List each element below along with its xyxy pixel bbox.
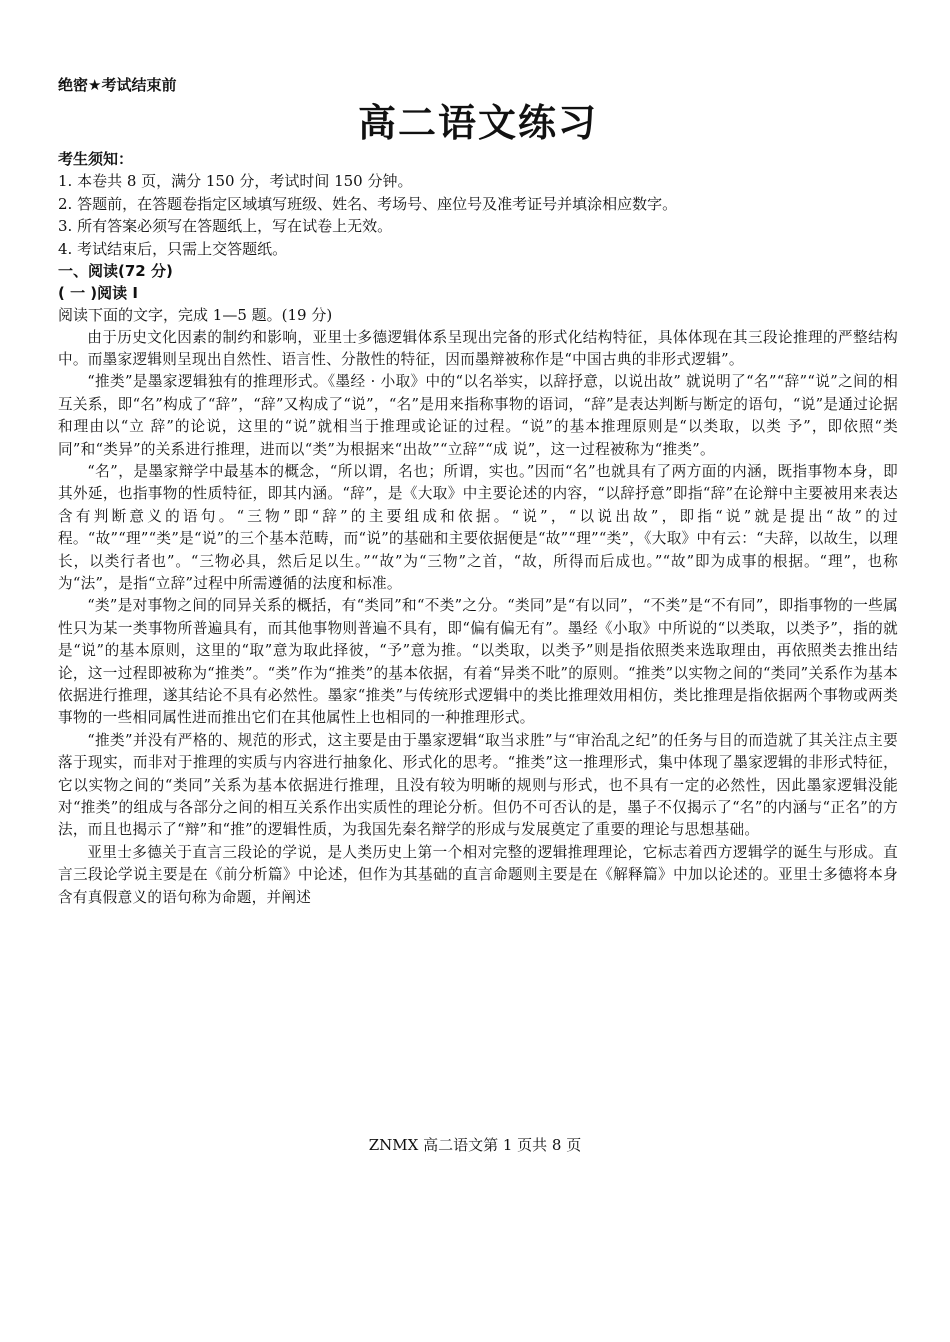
notice-item: 4. 考试结束后，只需上交答题纸。 — [58, 239, 288, 258]
secrecy-label: 绝密★考试结束前 — [58, 76, 177, 94]
reading-passage — [58, 327, 898, 910]
section-heading: 一、阅读(72 分) — [58, 262, 173, 280]
exam-page — [58, 74, 898, 909]
question-instruction: 阅读下面的文字，完成 1—5 题。(19 分) — [58, 306, 333, 324]
notice-item: 3. 所有答案必须写在答题纸上，写在试卷上无效。 — [58, 217, 393, 235]
passage-paragraph: “类”是对事物之间的同异关系的概括，有“类同”和“不类”之分。“类同”是“有以同”，“不类”是“不有同”，即指事物的一些属性只为某一类事物所普遍具有，而其他事物则普遍不具有，即“偏有偏无有”。墨经《小取》中所说的“以类取，以类予”，指的就是“说”的基本原则，这里的“取”意为取此择彼，“予”意为推。“以类取，以类予”则是指依照类来选取理由，再依照类去推出结论，这一过程即被称为“推类”。“类”作为“推类”的基本依据，有着“异类不吡”的原则。“推类”以实物之间的“类同”关系作为基本依据进行推理，遂其结论不具有必然性。墨家“推类”与传统形式逻辑中的类比推理效用相仿，类比推理是指依据两个事物或两类事物的一些相同属性进而推出它们在其他属性上也相同的一种推理形式。 — [58, 597, 898, 727]
passage-paragraph: “推类”并没有严格的、规范的形式，这主要是由于墨家逻辑“取当求胜”与“审治乱之纪”的任务与目的而造就了其关注点主要落于现实，而非对于推理的实质与内容进行抽象化、形式化的思考。“推类”这一推理形式，集中体现了墨家逻辑的非形式特征，它以实物之间的“类同”关系为基本依据进行推理，且没有较为明晰的规则与形式，也不具有一定的必然性，因此墨家逻辑没能对“推类”的组成与各部分之间的相互关系作出实质性的理论分析。但仍不可否认的是，墨子不仅揭示了“名”的内涵与“正名”的方法，而且也揭示了“辩”和“推”的逻辑性质，为我国先秦名辩学的形成与发展奠定了重要的理论与思想基础。 — [58, 731, 899, 839]
passage-paragraph: “名”，是墨家辩学中最基本的概念，“所以谓，名也；所谓，实也。”因而“名”也就具有了两方面的内涵，既指事物本身，即其外延，也指事物的性质特征，即其内涵。“辞”，是《大取》中主要论述的内容，“以辞抒意”即指“辞”在论辩中主要被用来表达含有判断意义的语句。“三物”即“辞”的主要组成和依据。“说”，“以说出故”，即指“说”就是提出“故”的过程。“故”“理”“类”是“说”的三个基本范畴，而“说”的基础和主要依据便是“故”“理”“类”，《大取》中有云：“夫辞，以故生，以理长，以类行者也”。“三物必具，然后足以生。”“故”为“三物”之首，“故，所得而后成也。”“故”即为成事的根据。“理”，也称为“法”，是指“立辞”过程中所需遵循的法度和标准。 — [58, 462, 899, 592]
page-title: 高二语文练习 — [357, 101, 598, 145]
page-footer: ZNMX 高二语文第 1 页共 8 页 — [368, 1136, 582, 1154]
passage-paragraph: “推类”是墨家逻辑独有的推理形式。《墨经 · 小取》中的“以名举实，以辞抒意，以说出故” 就说明了“名”“辞”“说”之间的相互关系，即“名”构成了“辞”，“辞”又构成了“说”，“名”是用来指称事物的语词，“辞”是表达判断与断定的语句，“说”是通过论据和理由以“立 辞”的论说，这里的“说”就相当于推理或论证的过程。“说”的基本推理原则是“以类取，以类 予”，即依照“类同”和“类异”的关系进行推理，进而以“类”为根据来“出故”“立辞”“成 说”，这一过程被称为“推类”。 — [58, 373, 898, 458]
notice-item: 1. 本卷共 8 页，满分 150 分，考试时间 150 分钟。 — [58, 172, 413, 190]
notice-heading: 考生须知： — [58, 150, 134, 168]
section-subheading: ( 一 )阅读 I — [58, 284, 138, 302]
notice-block — [58, 148, 898, 260]
passage-paragraph: 亚里士多德关于直言三段论的学说，是人类历史上第一个相对完整的逻辑推理理论，它标志着西方逻辑学的诞生与形成。直言三段论学说主要是在《前分析篇》中论述，但作为其基础的直言命题则主要是在《解释篇》中加以论述的。亚里士多德将本身含有真假意义的语句称为命题，并阐述 — [58, 843, 898, 906]
passage-paragraph: 由于历史文化因素的制约和影响，亚里士多德逻辑体系呈现出完备的形式化结构特征，具体体现在其三段论推理的严整结构中。而墨家逻辑则呈现出自然性、语言性、分散性的特征，因而墨辩被称作是“中国古典的非形式逻辑”。 — [58, 328, 898, 368]
notice-item: 2. 答题前，在答题卷指定区域填写班级、姓名、考场号、座位号及准考证号并填涂相应数字。 — [58, 194, 678, 213]
